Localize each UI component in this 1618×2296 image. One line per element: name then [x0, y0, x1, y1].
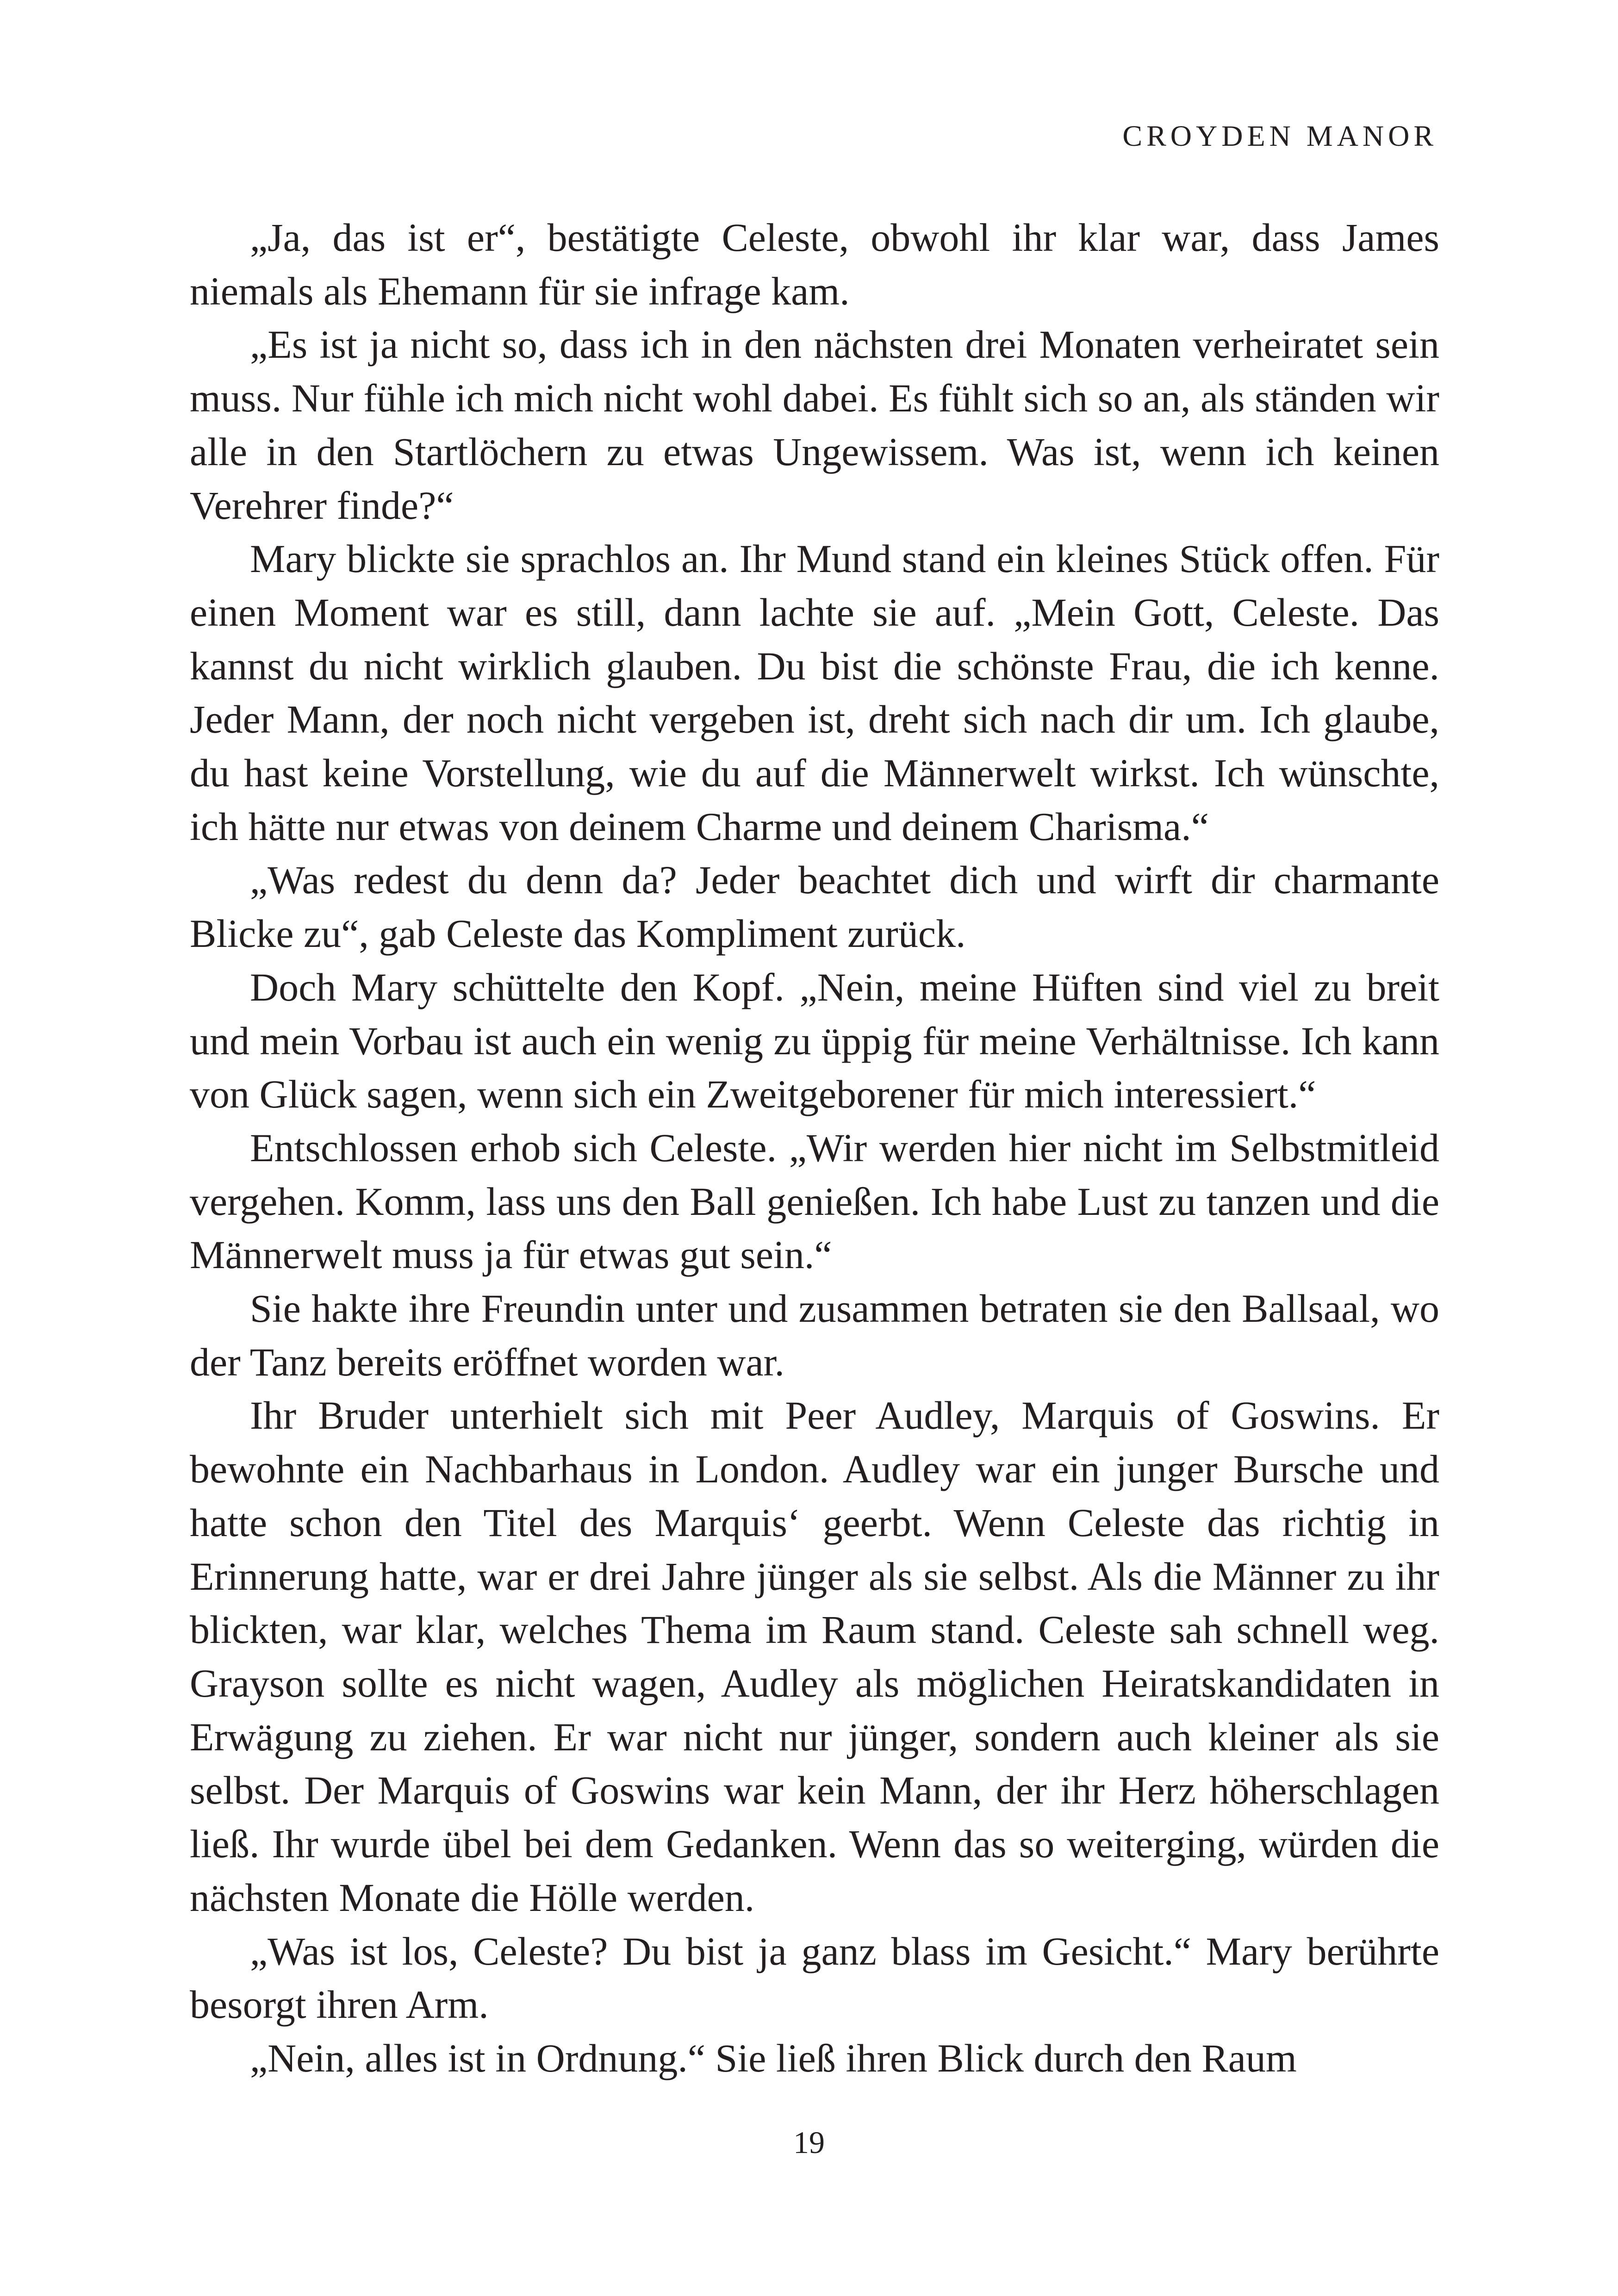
page-number: 19 [793, 2125, 825, 2160]
paragraph: Sie hakte ihre Freundin unter und zusammen betraten sie den Ballsaal, wo der Tanz bereits eröffnet worden war. [190, 1286, 1439, 1384]
paragraph: „Es ist ja nicht so, dass ich in den nächsten drei Monaten verheiratet sein muss. Nur fühle ich mich nicht wohl dabei. Es fühlt sich so an, als ständen wir alle in den Startlöchern zu etwas Ungewissem. Was ist, wenn ich keinen Verehrer finde?“ [190, 322, 1439, 528]
paragraph: „Ja, das ist er“, bestätigte Celeste, obwohl ihr klar war, dass James niemals als Ehemann für sie infrage kam. [190, 215, 1439, 313]
running-header: CROYDEN MANOR [1122, 119, 1438, 152]
body-text [190, 211, 1439, 2085]
paragraph: Entschlossen erhob sich Celeste. „Wir werden hier nicht im Selbstmitleid vergehen. Komm, lass uns den Ball genießen. Ich habe Lust zu tanzen und die Männerwelt muss ja für etwas gut sein.“ [190, 1125, 1439, 1277]
paragraph: Mary blickte sie sprachlos an. Ihr Mund stand ein kleines Stück offen. Für einen Moment war es still, dann lachte sie auf. „Mein Gott, Celeste. Das kannst du nicht wirklich glauben. Du bist die schönste Frau, die ich kenne. Jeder Mann, der noch nicht vergeben ist, dreht sich nach dir um. Ich glaube, du hast keine Vorstellung, wie du auf die Männerwelt wirkst. Ich wünschte, ich hätte nur etwas von deinem Charme und deinem Charisma.“ [190, 536, 1439, 849]
paragraph: „Was ist los, Celeste? Du bist ja ganz blass im Gesicht.“ Mary berührte besorgt ihren Arm. [190, 1929, 1439, 2027]
paragraph-continued: „Nein, alles ist in Ordnung.“ Sie ließ ihren Blick durch den Raum [250, 2035, 1297, 2080]
paragraph: Doch Mary schüttelte den Kopf. „Nein, meine Hüften sind viel zu breit und mein Vorbau ist auch ein wenig zu üppig für meine Verhältnisse. Ich kann von Glück sagen, wenn sich ein Zweitgeborener für mich interessiert.“ [190, 964, 1439, 1117]
paragraph: Ihr Bruder unterhielt sich mit Peer Audley, Marquis of Goswins. Er bewohnte ein Nachbarhaus in London. Audley war ein junger Bursche und hatte schon den Titel des Marquis‘ geerbt. Wenn Celeste das richtig in Erinnerung hatte, war er drei Jahre jünger als sie selbst. Als die Männer zu ihr blickten, war klar, welches Thema im Raum stand. Celeste sah schnell weg. Grayson sollte es nicht wagen, Audley als möglichen Heiratskandidaten in Erwägung zu ziehen. Er war nicht nur jünger, sondern auch kleiner als sie selbst. Der Marquis of Goswins war kein Mann, der ihr Herz höherschlagen ließ. Ihr wurde übel bei dem Gedanken. Wenn das so weiterging, würden die nächsten Monate die Hölle werden. [190, 1393, 1439, 1920]
paragraph: „Was redest du denn da? Jeder beachtet dich und wirft dir charmante Blicke zu“, gab Celeste das Kompliment zurück. [190, 858, 1439, 956]
